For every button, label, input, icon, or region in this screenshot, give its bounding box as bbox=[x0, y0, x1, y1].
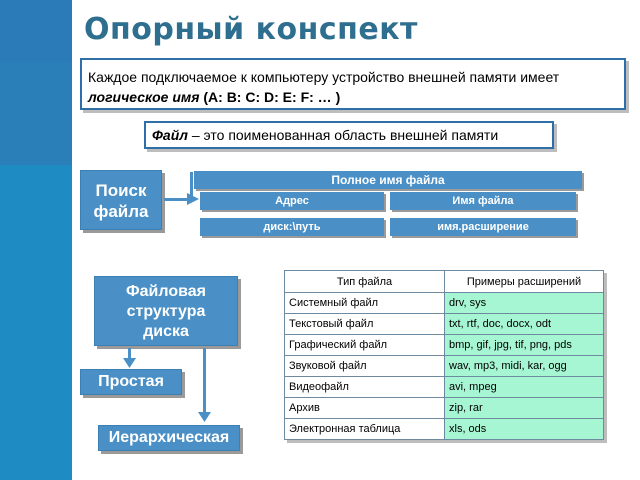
extension-label: имя.расширение bbox=[390, 218, 576, 236]
extensions-cell: avi, mpeg bbox=[445, 377, 604, 398]
file-type-cell: Электронная таблица bbox=[285, 419, 445, 440]
search-arrow-icon bbox=[187, 193, 199, 205]
definition-letters: (A: B: C: D: E: F: … ) bbox=[203, 89, 341, 105]
search-line1: Поиск bbox=[95, 181, 147, 200]
file-types-table bbox=[284, 270, 604, 440]
table-row bbox=[285, 293, 604, 314]
file-definition bbox=[144, 121, 554, 149]
hierarchical-connector bbox=[203, 348, 206, 416]
file-type-cell: Архив bbox=[285, 398, 445, 419]
table-row bbox=[285, 335, 604, 356]
extensions-cell: drv, sys bbox=[445, 293, 604, 314]
down-arrow-icon bbox=[198, 412, 211, 422]
file-structure-line3: диска bbox=[143, 323, 189, 340]
down-arrow-icon bbox=[123, 358, 136, 368]
file-type-cell: Системный файл bbox=[285, 293, 445, 314]
table-header-row bbox=[285, 271, 604, 293]
logical-name-definition bbox=[80, 58, 626, 110]
file-structure-line1: Файловая bbox=[126, 283, 206, 300]
file-structure-line2: структура bbox=[126, 303, 206, 320]
file-type-cell: Графический файл bbox=[285, 335, 445, 356]
column-header-extensions: Примеры расширений bbox=[445, 271, 604, 293]
hierarchical-structure-box: Иерархическая bbox=[98, 425, 240, 451]
extensions-cell: wav, mp3, midi, kar, ogg bbox=[445, 356, 604, 377]
filename-label: Имя файла bbox=[390, 192, 576, 210]
address-label: Адрес bbox=[200, 192, 384, 210]
table-row bbox=[285, 314, 604, 335]
extensions-cell: zip, rar bbox=[445, 398, 604, 419]
simple-structure-box: Простая bbox=[80, 369, 182, 395]
left-accent-bar-top bbox=[0, 0, 72, 62]
file-structure-box bbox=[94, 276, 238, 346]
file-definition-text: – это поименованная область внешней памяти bbox=[187, 127, 499, 143]
file-type-cell: Звуковой файл bbox=[285, 356, 445, 377]
table-row bbox=[285, 419, 604, 440]
file-type-cell: Видеофайл bbox=[285, 377, 445, 398]
file-term: Файл bbox=[152, 127, 188, 143]
definition-text: Каждое подключаемое к компьютеру устройство внешней памяти имеет bbox=[88, 69, 560, 85]
definition-term: логическое имя bbox=[88, 89, 200, 105]
table-row bbox=[285, 377, 604, 398]
file-type-cell: Текстовый файл bbox=[285, 314, 445, 335]
full-name-header: Полное имя файла bbox=[194, 171, 582, 189]
table-row bbox=[285, 398, 604, 419]
path-label: диск:\путь bbox=[200, 218, 384, 236]
column-header-type: Тип файла bbox=[285, 271, 445, 293]
table-row bbox=[285, 356, 604, 377]
extensions-cell: xls, ods bbox=[445, 419, 604, 440]
extensions-cell: txt, rtf, doc, docx, odt bbox=[445, 314, 604, 335]
search-file-box bbox=[80, 170, 162, 230]
page-title: Опорный конспект bbox=[84, 12, 418, 47]
extensions-cell: bmp, gif, jpg, tif, png, pds bbox=[445, 335, 604, 356]
search-line2: файла bbox=[93, 202, 149, 221]
